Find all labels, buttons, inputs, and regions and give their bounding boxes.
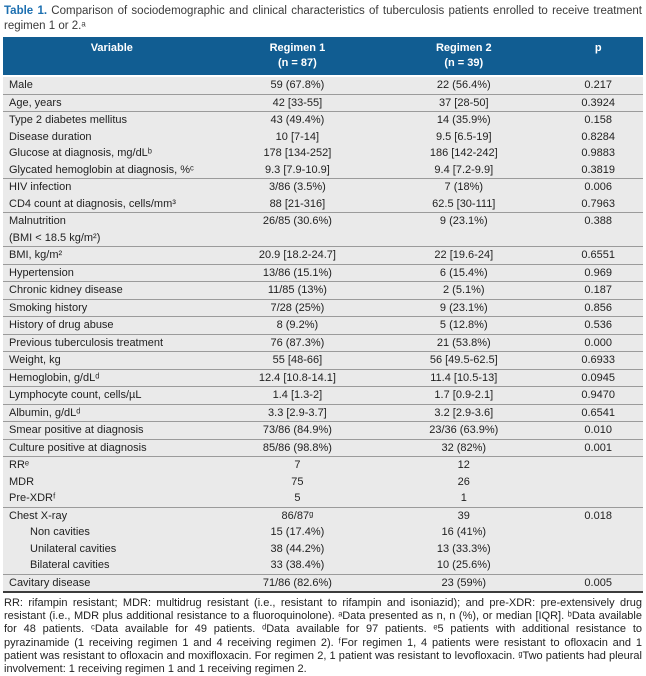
variable-label: Malnutrition — [9, 215, 66, 227]
row-group — [3, 247, 643, 265]
variable-cell — [3, 213, 221, 247]
regimen1-cell: 71/86 (82.6%) — [221, 574, 375, 592]
variable-cell — [3, 422, 221, 440]
regimen1-cell: 5 — [221, 490, 375, 507]
p-value-cell: 0.3819 — [553, 162, 643, 179]
header-regimen1-n: (n = 87) — [277, 57, 317, 69]
variable-label: Cavitary disease — [9, 576, 91, 589]
regimen1-cell: 26/85 (30.6%) — [221, 213, 375, 247]
regimen1-cell: 15 (17.4%) — [221, 524, 375, 541]
table-caption-label: Table 1. — [4, 5, 48, 17]
regimen1-cell: 3.3 [2.9-3.7] — [221, 404, 375, 422]
variable-cell — [3, 76, 221, 94]
variable-cell — [3, 334, 221, 352]
regimen1-cell: 38 (44.2%) — [221, 541, 375, 558]
row-group — [3, 112, 643, 179]
regimen2-cell: 22 [19.6-24] — [374, 247, 553, 265]
variable-label: Lymphocyte count, cells/µL — [9, 389, 142, 401]
row-group — [3, 179, 643, 213]
regimen1-cell: 88 [21-316] — [221, 196, 375, 213]
p-value-cell: 0.6551 — [553, 247, 643, 265]
regimen1-cell: 9.3 [7.9-10.9] — [221, 162, 375, 179]
variable-cell — [3, 179, 221, 196]
p-value-cell — [553, 474, 643, 491]
variable-cell — [3, 299, 221, 317]
row-group — [3, 76, 643, 94]
table-row — [3, 422, 643, 440]
regimen2-cell: 16 (41%) — [374, 524, 553, 541]
regimen2-cell: 23/36 (63.9%) — [374, 422, 553, 440]
regimen2-cell: 14 (35.9%) — [374, 112, 553, 129]
row-group — [3, 282, 643, 300]
row-group — [3, 422, 643, 440]
regimen1-cell: 59 (67.8%) — [221, 76, 375, 94]
header-regimen2 — [374, 37, 553, 76]
regimen2-cell: 9 (23.1%) — [374, 213, 553, 247]
regimen2-cell: 62.5 [30-111] — [374, 196, 553, 213]
regimen2-cell: 5 (12.8%) — [374, 317, 553, 335]
p-value-cell: 0.001 — [553, 439, 643, 457]
variable-cell — [3, 457, 221, 474]
row-group — [3, 317, 643, 335]
table-footnote: RR: rifampin resistant; MDR: multidrug resistant (i.e., resistant to rifampin and isoniazid); and pre-XDR: pre-extensively drug resistant (i.e., MDR plus additional resistance to a fluoroquinolone). ᵃData presented as n, n (%), or median [IQR]. ᵇData available for 48 patients. ᶜData available for 49 patients. ᵈData available for 97 patients. ᵉ5 patients with additional resistance to pyrazinamide (1 receiving regimen 1 and 4 receiving regimen 2). ᶠFor regimen 1, 4 patients were resistant to ofloxacin and 1 patient was resistant to ofloxacin and moxifloxacin. For regimen 2, 1 patient was resistant to levofloxacin. ᵍTwo patients had pleural involvement: 1 receiving regimen 1 and 1 receiving regimen 2. — [4, 597, 642, 676]
p-value-cell: 0.3924 — [553, 94, 643, 112]
regimen2-cell: 3.2 [2.9-3.6] — [374, 404, 553, 422]
variable-cell — [3, 474, 221, 491]
p-value-cell: 0.187 — [553, 282, 643, 300]
p-value-cell: 0.6933 — [553, 352, 643, 370]
regimen2-cell: 12 — [374, 457, 553, 474]
variable-cell — [3, 490, 221, 507]
table-row — [3, 457, 643, 474]
header-p-label: p — [594, 42, 602, 54]
variable-cell — [3, 369, 221, 387]
row-group — [3, 457, 643, 508]
variable-cell — [3, 557, 221, 574]
table-row — [3, 196, 643, 213]
regimen2-cell: 7 (18%) — [374, 179, 553, 196]
table-row — [3, 557, 643, 574]
variable-label: MDR — [9, 475, 35, 488]
regimen1-cell: 20.9 [18.2-24.7] — [221, 247, 375, 265]
variable-cell — [3, 404, 221, 422]
variable-label: Non cavities — [30, 526, 90, 538]
p-value-cell — [553, 557, 643, 574]
p-value-cell: 0.010 — [553, 422, 643, 440]
table-header — [3, 37, 643, 76]
row-group — [3, 369, 643, 387]
regimen1-cell: 43 (49.4%) — [221, 112, 375, 129]
table-row — [3, 490, 643, 507]
variable-cell — [3, 352, 221, 370]
p-value-cell: 0.0945 — [553, 369, 643, 387]
variable-cell — [3, 112, 221, 129]
regimen2-cell: 26 — [374, 474, 553, 491]
variable-label: CD4 count at diagnosis, cells/mm³ — [9, 197, 176, 210]
variable-cell — [3, 282, 221, 300]
row-group — [3, 352, 643, 370]
p-value-cell: 0.9883 — [553, 145, 643, 162]
header-regimen2-n: (n = 39) — [444, 57, 484, 69]
p-value-cell: 0.536 — [553, 317, 643, 335]
header-p — [553, 37, 643, 76]
regimen1-cell: 86/87ᵍ — [221, 507, 375, 524]
table-row — [3, 129, 643, 146]
variable-label: Smear positive at diagnosis — [9, 424, 144, 436]
row-group — [3, 94, 643, 112]
variable-cell — [3, 247, 221, 265]
regimen1-cell: 13/86 (15.1%) — [221, 264, 375, 282]
variable-label: Albumin, g/dLᵈ — [9, 406, 81, 419]
variable-label: Type 2 diabetes mellitus — [9, 114, 128, 126]
row-group — [3, 439, 643, 457]
p-value-cell: 0.217 — [553, 76, 643, 94]
p-value-cell — [553, 524, 643, 541]
regimen1-cell: 12.4 [10.8-14.1] — [221, 369, 375, 387]
p-value-cell: 0.158 — [553, 112, 643, 129]
variable-cell — [3, 387, 221, 405]
row-group — [3, 507, 643, 574]
regimen1-cell: 7 — [221, 457, 375, 474]
variable-cell — [3, 574, 221, 592]
p-value-cell: 0.969 — [553, 264, 643, 282]
regimen2-cell: 6 (15.4%) — [374, 264, 553, 282]
variable-label: Smoking history — [9, 301, 88, 314]
regimen1-cell: 3/86 (3.5%) — [221, 179, 375, 196]
table-row — [3, 474, 643, 491]
regimen2-cell: 32 (82%) — [374, 439, 553, 457]
table-row — [3, 439, 643, 457]
variable-label: Hypertension — [9, 266, 74, 279]
table-row — [3, 404, 643, 422]
regimen2-cell: 1.7 [0.9-2.1] — [374, 387, 553, 405]
regimen2-cell: 9 (23.1%) — [374, 299, 553, 317]
row-group — [3, 404, 643, 422]
variable-cell — [3, 524, 221, 541]
regimen2-cell: 2 (5.1%) — [374, 282, 553, 300]
variable-label: Pre-XDRᶠ — [9, 492, 56, 504]
variable-cell — [3, 317, 221, 335]
regimen2-cell: 22 (56.4%) — [374, 76, 553, 94]
regimen2-cell: 13 (33.3%) — [374, 541, 553, 558]
table-row — [3, 179, 643, 196]
table-row — [3, 145, 643, 162]
row-group — [3, 299, 643, 317]
regimen1-cell: 73/86 (84.9%) — [221, 422, 375, 440]
table-row — [3, 213, 643, 247]
header-regimen2-name: Regimen 2 — [435, 42, 492, 54]
variable-label: Glucose at diagnosis, mg/dLᵇ — [9, 147, 152, 159]
row-group — [3, 334, 643, 352]
regimen2-cell: 56 [49.5-62.5] — [374, 352, 553, 370]
p-value-cell: 0.005 — [553, 574, 643, 592]
p-value-cell: 0.9470 — [553, 387, 643, 405]
regimen1-cell: 178 [134-252] — [221, 145, 375, 162]
table-caption-text: Comparison of sociodemographic and clinical characteristics of tuberculosis patients enrolled to receive treatment regimen 1 or 2.ᵃ — [4, 5, 642, 32]
regimen1-cell: 7/28 (25%) — [221, 299, 375, 317]
variable-label: Bilateral cavities — [30, 559, 110, 571]
table-row — [3, 524, 643, 541]
variable-label: Age, years — [9, 96, 62, 109]
data-table — [3, 37, 643, 593]
regimen2-cell: 39 — [374, 507, 553, 524]
p-value-cell: 0.006 — [553, 179, 643, 196]
table-row — [3, 369, 643, 387]
regimen2-cell: 10 (25.6%) — [374, 557, 553, 574]
regimen2-cell: 23 (59%) — [374, 574, 553, 592]
row-group — [3, 387, 643, 405]
variable-label: Chest X-ray — [9, 509, 68, 522]
table-caption — [4, 4, 642, 33]
p-value-cell — [553, 541, 643, 558]
variable-label: Glycated hemoglobin at diagnosis, %ᶜ — [9, 163, 194, 176]
regimen1-cell: 42 [33-55] — [221, 94, 375, 112]
variable-label: Unilateral cavities — [30, 542, 117, 555]
regimen1-cell: 8 (9.2%) — [221, 317, 375, 335]
variable-cell — [3, 94, 221, 112]
table-row — [3, 264, 643, 282]
table-row — [3, 334, 643, 352]
variable-cell — [3, 439, 221, 457]
header-row — [3, 37, 643, 76]
table-row — [3, 507, 643, 524]
regimen2-cell: 9.4 [7.2-9.9] — [374, 162, 553, 179]
variable-cell — [3, 162, 221, 179]
regimen1-cell: 85/86 (98.8%) — [221, 439, 375, 457]
header-variable-label: Variable — [90, 42, 133, 54]
variable-label: Culture positive at diagnosis — [9, 441, 147, 454]
regimen1-cell: 33 (38.4%) — [221, 557, 375, 574]
p-value-cell — [553, 490, 643, 507]
table-row — [3, 541, 643, 558]
regimen2-cell: 186 [142-242] — [374, 145, 553, 162]
table-row — [3, 94, 643, 112]
regimen1-cell: 11/85 (13%) — [221, 282, 375, 300]
p-value-cell: 0.388 — [553, 213, 643, 247]
p-value-cell: 0.000 — [553, 334, 643, 352]
table-row — [3, 112, 643, 129]
row-group — [3, 264, 643, 282]
regimen1-cell: 76 (87.3%) — [221, 334, 375, 352]
variable-cell — [3, 541, 221, 558]
regimen2-cell: 11.4 [10.5-13] — [374, 369, 553, 387]
regimen2-cell: 37 [28-50] — [374, 94, 553, 112]
variable-cell — [3, 129, 221, 146]
p-value-cell: 0.856 — [553, 299, 643, 317]
header-variable — [3, 37, 221, 76]
regimen2-cell: 21 (53.8%) — [374, 334, 553, 352]
variable-label: History of drug abuse — [9, 319, 114, 331]
variable-label: Hemoglobin, g/dLᵈ — [9, 371, 100, 384]
table-row — [3, 299, 643, 317]
header-regimen1 — [221, 37, 375, 76]
variable-label: BMI, kg/m² — [9, 249, 63, 261]
regimen2-cell: 1 — [374, 490, 553, 507]
regimen1-cell: 75 — [221, 474, 375, 491]
variable-cell — [3, 264, 221, 282]
p-value-cell — [553, 457, 643, 474]
p-value-cell: 0.6541 — [553, 404, 643, 422]
variable-cell — [3, 145, 221, 162]
variable-label-line2: (BMI < 18.5 kg/m²) — [9, 231, 101, 244]
table-row — [3, 247, 643, 265]
table-row — [3, 162, 643, 179]
variable-label: RRᵉ — [9, 459, 29, 471]
variable-label: Weight, kg — [9, 354, 61, 366]
table-row — [3, 574, 643, 592]
variable-cell — [3, 196, 221, 213]
table-row — [3, 317, 643, 335]
table-row — [3, 387, 643, 405]
p-value-cell: 0.7963 — [553, 196, 643, 213]
variable-label: Previous tuberculosis treatment — [9, 336, 164, 349]
variable-label: Male — [9, 79, 33, 91]
regimen1-cell: 55 [48-66] — [221, 352, 375, 370]
header-regimen1-name: Regimen 1 — [269, 42, 326, 54]
regimen1-cell: 10 [7-14] — [221, 129, 375, 146]
p-value-cell: 0.8284 — [553, 129, 643, 146]
variable-label: Disease duration — [9, 130, 92, 143]
variable-label: HIV infection — [9, 181, 72, 193]
regimen2-cell: 9.5 [6.5-19] — [374, 129, 553, 146]
table-row — [3, 76, 643, 94]
variable-cell — [3, 507, 221, 524]
row-group — [3, 213, 643, 247]
row-group — [3, 574, 643, 592]
variable-label: Chronic kidney disease — [9, 284, 123, 296]
p-value-cell: 0.018 — [553, 507, 643, 524]
table-row — [3, 352, 643, 370]
table-row — [3, 282, 643, 300]
regimen1-cell: 1.4 [1.3-2] — [221, 387, 375, 405]
